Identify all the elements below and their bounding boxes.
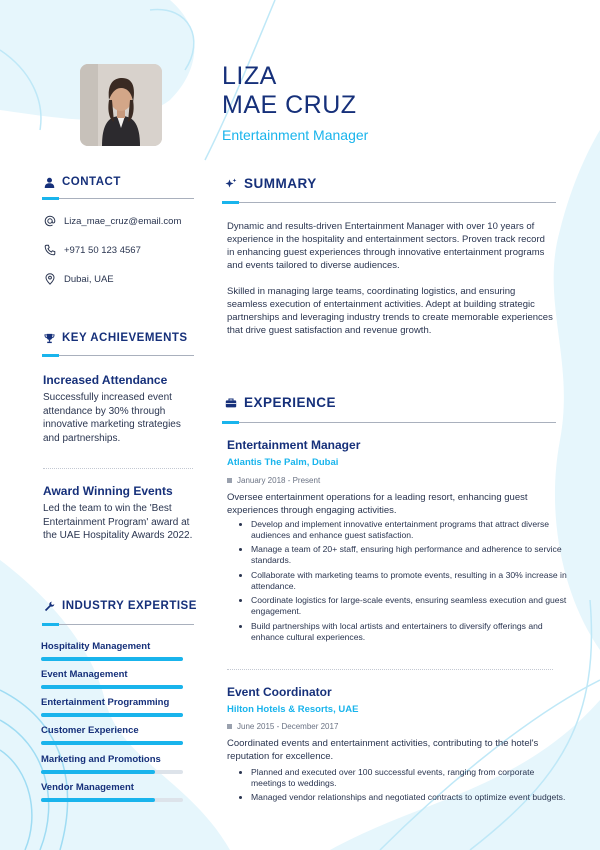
experience-heading-label: EXPERIENCE — [244, 395, 337, 410]
skill-bar-fill — [41, 657, 183, 661]
skill-bar — [41, 685, 183, 689]
achievement-desc: Successfully increased event attendance by 30% through innovative marketing strategies and partnerships. — [43, 392, 181, 444]
wrench-icon — [44, 601, 55, 612]
at-sign-icon — [44, 215, 56, 227]
skill-bar-fill — [41, 685, 183, 689]
person-icon — [44, 177, 55, 188]
email-item[interactable] — [44, 215, 181, 227]
skill-item — [41, 697, 183, 717]
job-description: Oversee entertainment operations for a leading resort, enhancing guest experiences through engaging activities. — [227, 492, 528, 516]
skill-bar — [41, 770, 183, 774]
candidate-name — [222, 62, 357, 120]
achievements-rule — [42, 355, 194, 356]
job-title: Entertainment Manager — [227, 438, 361, 452]
experience-rule — [222, 422, 556, 423]
job-company: Hilton Hotels & Resorts, UAE — [227, 704, 359, 715]
calendar-icon — [227, 478, 232, 483]
skill-item — [41, 641, 183, 661]
job-bullets — [237, 767, 571, 807]
job-dates — [227, 476, 320, 485]
location-text: Dubai, UAE — [64, 273, 114, 285]
summary-heading — [225, 176, 317, 191]
sparkle-icon — [225, 178, 237, 190]
location-item — [44, 273, 114, 285]
profile-photo — [80, 64, 162, 146]
job-bullet: • Build partnerships with local artists and entertainers to diversify offerings and enhance cultural experiences. — [251, 621, 571, 643]
achievement-desc: Led the team to win the 'Best Entertainment Program' award at the UAE Hospitality Awards 2022. — [43, 503, 193, 541]
skill-label: Entertainment Programming — [41, 697, 170, 708]
experience-heading — [225, 395, 336, 410]
summary-rule — [222, 202, 556, 203]
skill-bar-fill — [41, 713, 183, 717]
contact-heading-label: CONTACT — [62, 176, 121, 188]
job-bullets — [237, 519, 571, 646]
skill-item — [41, 669, 183, 689]
contact-rule — [42, 198, 194, 199]
job-bullet: • Collaborate with marketing teams to promote events, resulting in a 30% increase in attendance. — [251, 570, 571, 592]
phone-item[interactable] — [44, 244, 141, 256]
skill-bar-fill — [41, 741, 183, 745]
skill-bar — [41, 798, 183, 802]
job-dates-text: January 2018 - Present — [237, 476, 321, 485]
job-role: Entertainment Manager — [222, 127, 369, 143]
achievements-heading — [44, 332, 188, 344]
skill-bar — [41, 657, 183, 661]
job-bullet: • Develop and implement innovative entertainment programs that attract diverse audiences and enhance guest satisfaction. — [251, 519, 571, 541]
email-text: Liza_mae_cruz@email.com — [64, 215, 182, 227]
job-dates-text: June 2015 - December 2017 — [237, 722, 339, 731]
skill-bar — [41, 713, 183, 717]
achievement-divider — [43, 468, 193, 469]
briefcase-icon — [225, 397, 237, 409]
skill-bar-fill — [41, 770, 155, 774]
first-name: LIZA — [222, 62, 277, 90]
skill-label: Customer Experience — [41, 725, 139, 736]
achievements-heading-label: KEY ACHIEVEMENTS — [62, 332, 188, 344]
job-description: Coordinated events and entertainment activities, contributing to the hotel's reputation for excellence. — [227, 738, 539, 762]
job-company: Atlantis The Palm, Dubai — [227, 457, 339, 468]
skill-label: Vendor Management — [41, 782, 134, 793]
job-title: Event Coordinator — [227, 685, 332, 699]
contact-heading — [44, 176, 121, 188]
achievement-title: Award Winning Events — [43, 484, 173, 498]
skill-label: Hospitality Management — [41, 641, 151, 652]
job-bullet: • Manage a team of 20+ staff, ensuring high performance and adherence to service standards. — [251, 544, 571, 566]
trophy-icon — [44, 333, 55, 344]
skill-item — [41, 754, 183, 774]
job-bullet: • Managed vendor relationships and negotiated contracts to optimize event budgets. — [251, 792, 571, 803]
summary-paragraph: Dynamic and results-driven Entertainment Manager with over 10 years of experience in the hospitality and entertainment sectors. Proven track record in enhancing guest experiences through innovative entertainment programs and events tailored to diverse audiences. — [227, 221, 545, 271]
skill-label: Marketing and Promotions — [41, 754, 161, 765]
skill-item — [41, 782, 183, 802]
experience-divider — [227, 669, 553, 670]
skill-label: Event Management — [41, 669, 128, 680]
skill-bar-fill — [41, 798, 155, 802]
achievement-title: Increased Attendance — [43, 373, 168, 387]
calendar-icon — [227, 724, 232, 729]
job-bullet: • Coordinate logistics for large-scale events, ensuring seamless execution and guest engagement. — [251, 595, 571, 617]
expertise-heading-label: INDUSTRY EXPERTISE — [62, 600, 197, 612]
job-bullet: • Planned and executed over 100 successful events, ranging from corporate meetings to weddings. — [251, 767, 571, 789]
summary-paragraph: Skilled in managing large teams, coordinating logistics, and ensuring seamless execution of entertainment activities. Adept at building strategic partnerships and leveraging industry trends to create memorable experiences that drive guest satisfaction and revenue growth. — [227, 286, 553, 336]
skill-bar — [41, 741, 183, 745]
expertise-rule — [42, 624, 194, 625]
summary-heading-label: SUMMARY — [244, 176, 317, 191]
last-name: MAE CRUZ — [222, 91, 357, 119]
phone-icon — [44, 244, 56, 256]
skill-item — [41, 725, 183, 745]
expertise-heading — [44, 600, 197, 612]
location-pin-icon — [44, 273, 56, 285]
phone-text: +971 50 123 4567 — [64, 244, 141, 256]
job-dates — [227, 722, 338, 731]
